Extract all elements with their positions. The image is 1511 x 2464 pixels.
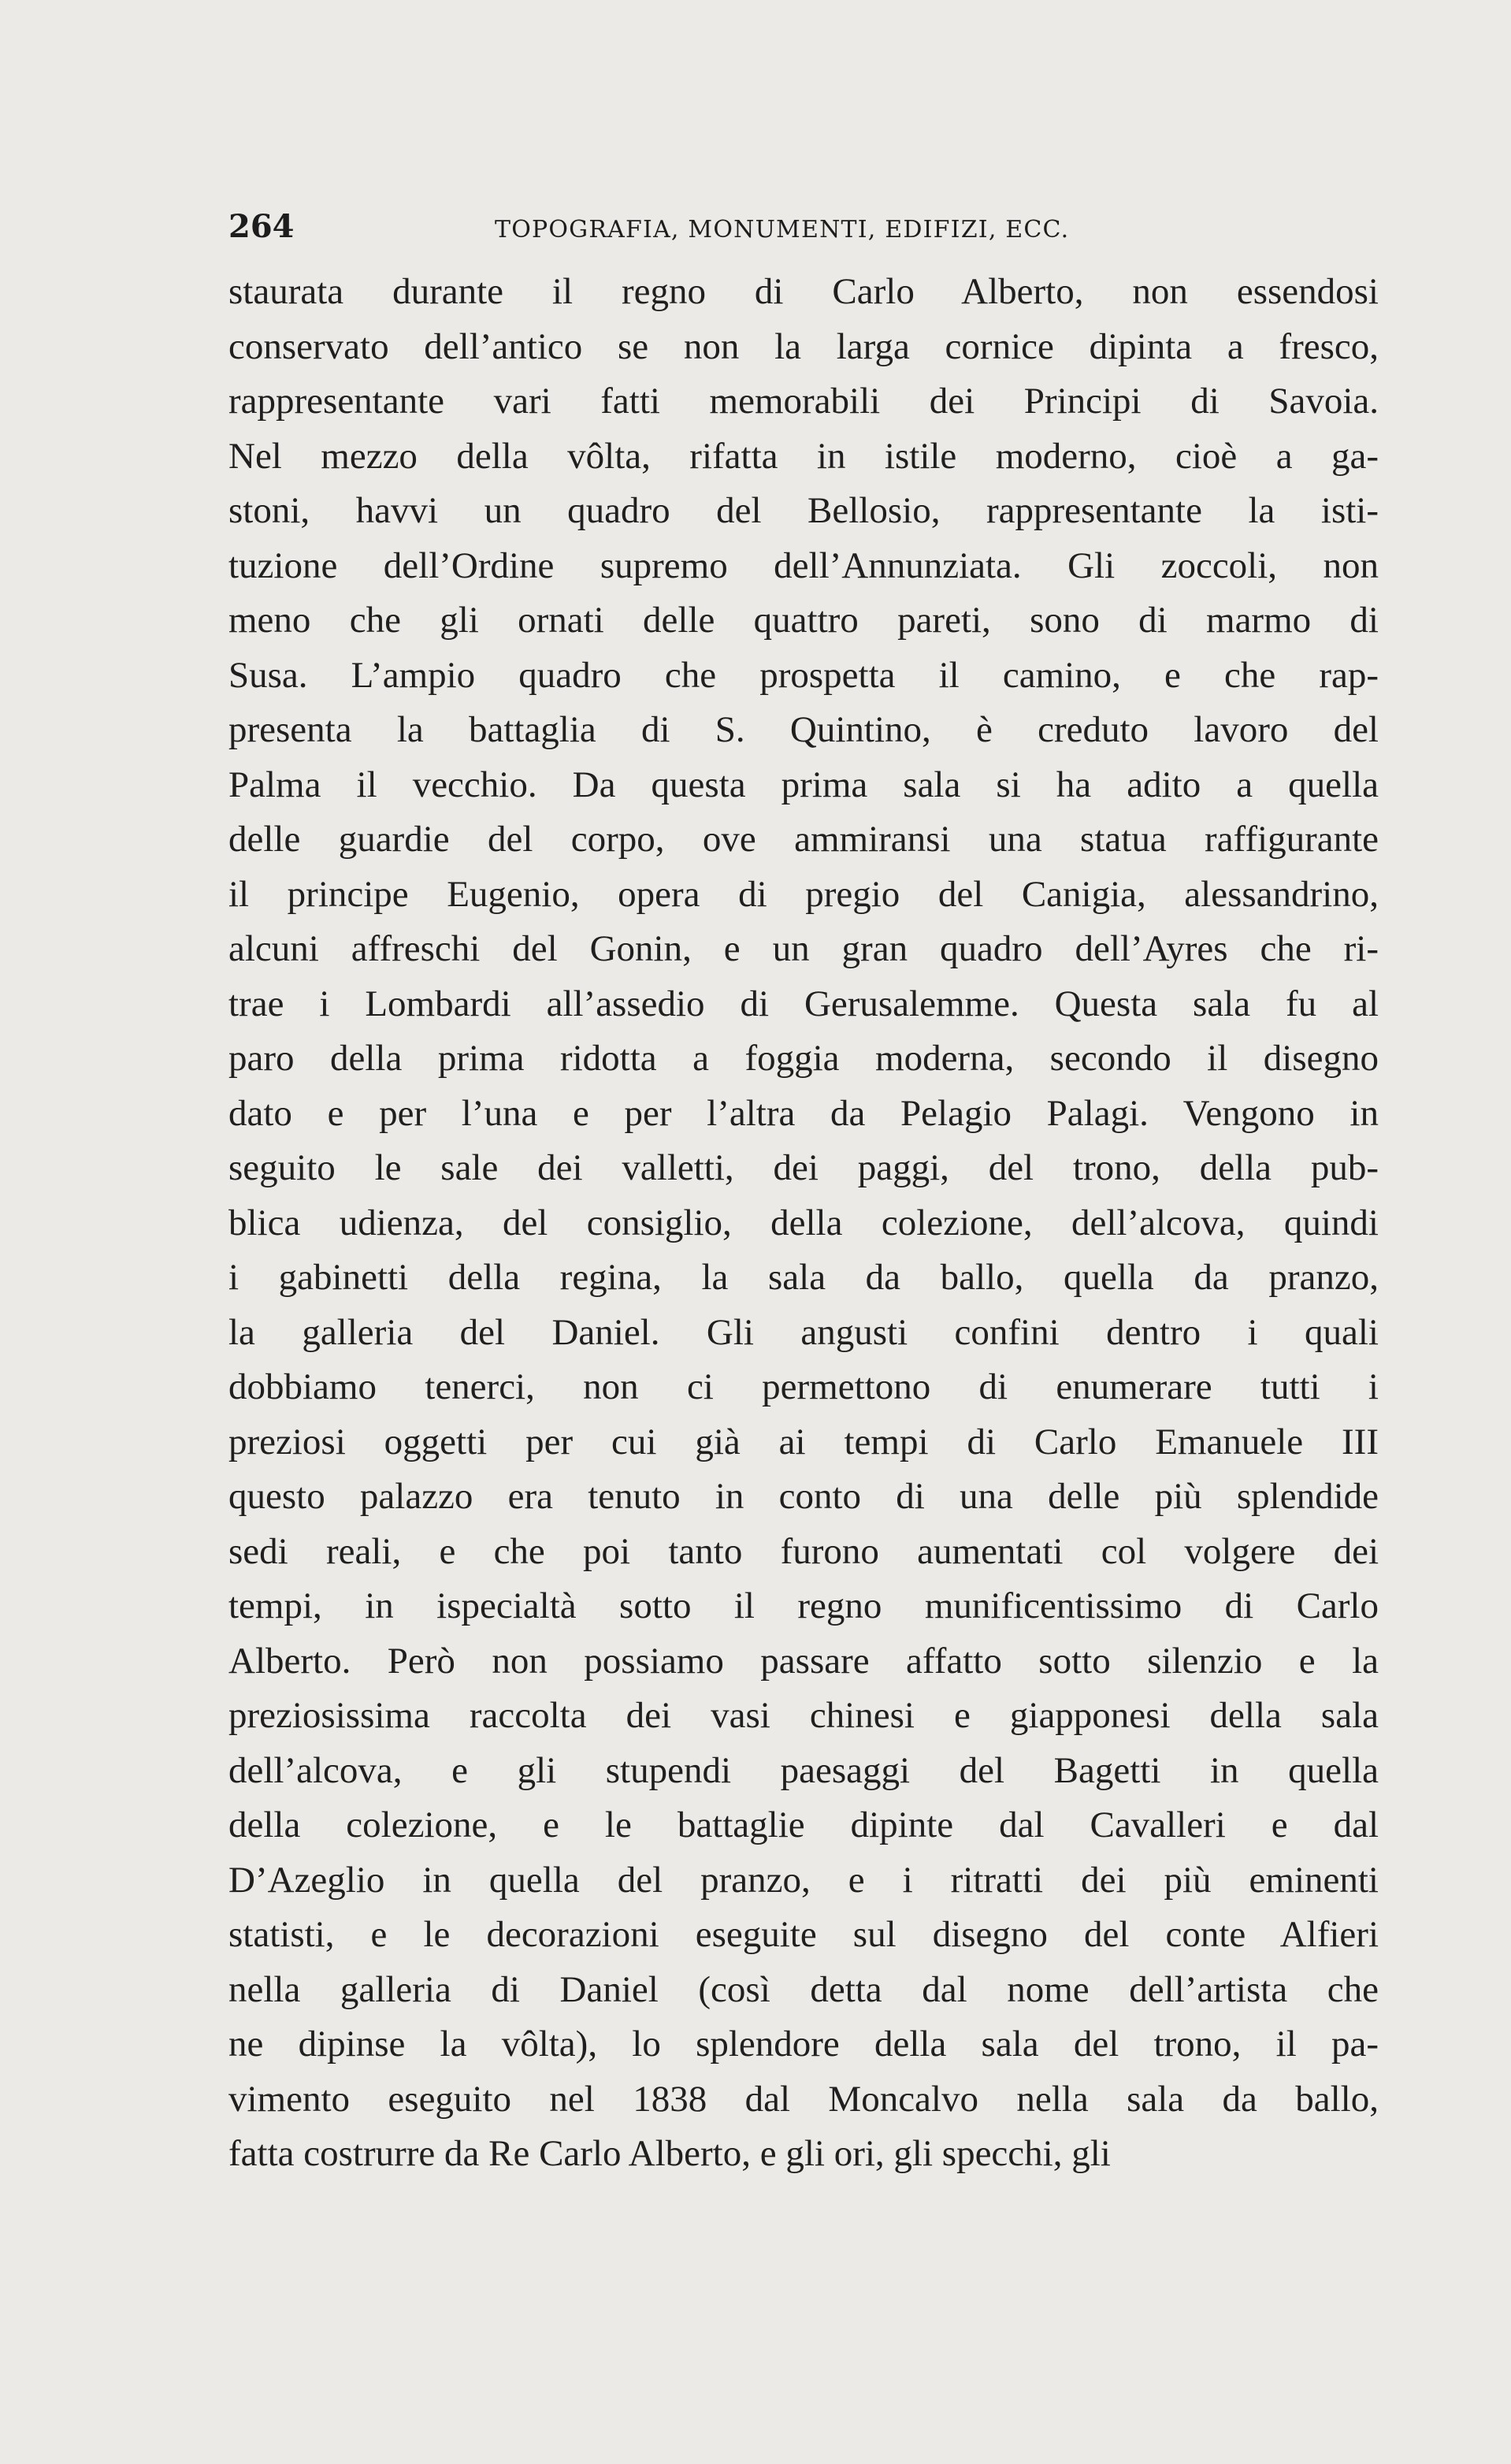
text-line: delle guardie del corpo, ove ammiransi una statua raffigurante xyxy=(228,819,1379,860)
text-line: meno che gli ornati delle quattro pareti, sono di marmo di xyxy=(228,600,1379,641)
text-line: la galleria del Daniel. Gli angusti confini dentro i quali xyxy=(228,1311,1379,1353)
text-line: Nel mezzo della vôlta, rifatta in istile moderno, cioè a ga- xyxy=(228,435,1379,477)
text-line: dobbiamo tenerci, non ci permettono di enumerare tutti i xyxy=(228,1366,1379,1407)
text-line: seguito le sale dei valletti, dei paggi, del trono, della pub- xyxy=(228,1147,1379,1188)
text-line: il principe Eugenio, opera di pregio del Canigia, alessandrino, xyxy=(228,873,1379,915)
text-line: i gabinetti della regina, la sala da ballo, quella da pranzo, xyxy=(228,1257,1379,1298)
text-line: paro della prima ridotta a foggia moderna, secondo il disegno xyxy=(228,1038,1379,1079)
text-line: Alberto. Però non possiamo passare affatto sotto silenzio e la xyxy=(228,1640,1379,1682)
text-line: trae i Lombardi all’assedio di Gerusalemme. Questa sala fu al xyxy=(228,983,1379,1024)
text-line: questo palazzo era tenuto in conto di una delle più splendide xyxy=(228,1476,1379,1517)
body-text xyxy=(228,265,1379,2182)
text-line: preziosissima raccolta dei vasi chinesi e giapponesi della sala xyxy=(228,1695,1379,1736)
text-line: conservato dell’antico se non la larga cornice dipinta a fresco, xyxy=(228,325,1379,367)
text-line: della colezione, e le battaglie dipinte dal Cavalleri e dal xyxy=(228,1804,1379,1845)
text-line: tempi, in ispecialtà sotto il regno munificentissimo di Carlo xyxy=(228,1585,1379,1626)
text-line: fatta costrurre da Re Carlo Alberto, e gli ori, gli specchi, gli xyxy=(228,2133,1111,2174)
text-line: vimento eseguito nel 1838 dal Moncalvo nella sala da ballo, xyxy=(228,2078,1379,2120)
text-line: Susa. L’ampio quadro che prospetta il camino, e che rap- xyxy=(228,654,1379,696)
text-line: D’Azeglio in quella del pranzo, e i ritratti dei più eminenti xyxy=(228,1859,1379,1901)
text-line: blica udienza, del consiglio, della colezione, dell’alcova, quindi xyxy=(228,1202,1379,1243)
text-line: dato e per l’una e per l’altra da Pelagio Palagi. Vengono in xyxy=(228,1092,1379,1134)
text-line: sedi reali, e che poi tanto furono aumentati col volgere dei xyxy=(228,1530,1379,1572)
text-line: Palma il vecchio. Da questa prima sala si ha adito a quella xyxy=(228,764,1379,805)
text-line: preziosi oggetti per cui già ai tempi di Carlo Emanuele III xyxy=(228,1421,1379,1462)
text-line: alcuni affreschi del Gonin, e un gran quadro dell’Ayres che ri- xyxy=(228,928,1379,969)
text-line: dell’alcova, e gli stupendi paesaggi del Bagetti in quella xyxy=(228,1749,1379,1791)
text-line: presenta la battaglia di S. Quintino, è creduto lavoro del xyxy=(228,709,1379,750)
text-line: stoni, havvi un quadro del Bellosio, rappresentante la isti- xyxy=(228,490,1379,531)
text-line: staurata durante il regno di Carlo Alberto, non essendosi xyxy=(228,271,1379,312)
page-header xyxy=(228,208,1379,255)
text-line: nella galleria di Daniel (così detta dal nome dell’artista che xyxy=(228,1968,1379,2010)
text-line: rappresentante vari fatti memorabili dei Principi di Savoia. xyxy=(228,381,1379,422)
page-number: 264 xyxy=(228,208,295,245)
text-line: statisti, e le decorazioni eseguite sul disegno del conte Alfieri xyxy=(228,1914,1379,1955)
running-head: TOPOGRAFIA, MONUMENTI, EDIFIZI, ECC. xyxy=(495,216,1070,243)
text-line: ne dipinse la vôlta), lo splendore della sala del trono, il pa- xyxy=(228,2024,1379,2064)
text-line: tuzione dell’Ordine supremo dell’Annunziata. Gli zoccoli, non xyxy=(228,544,1379,586)
